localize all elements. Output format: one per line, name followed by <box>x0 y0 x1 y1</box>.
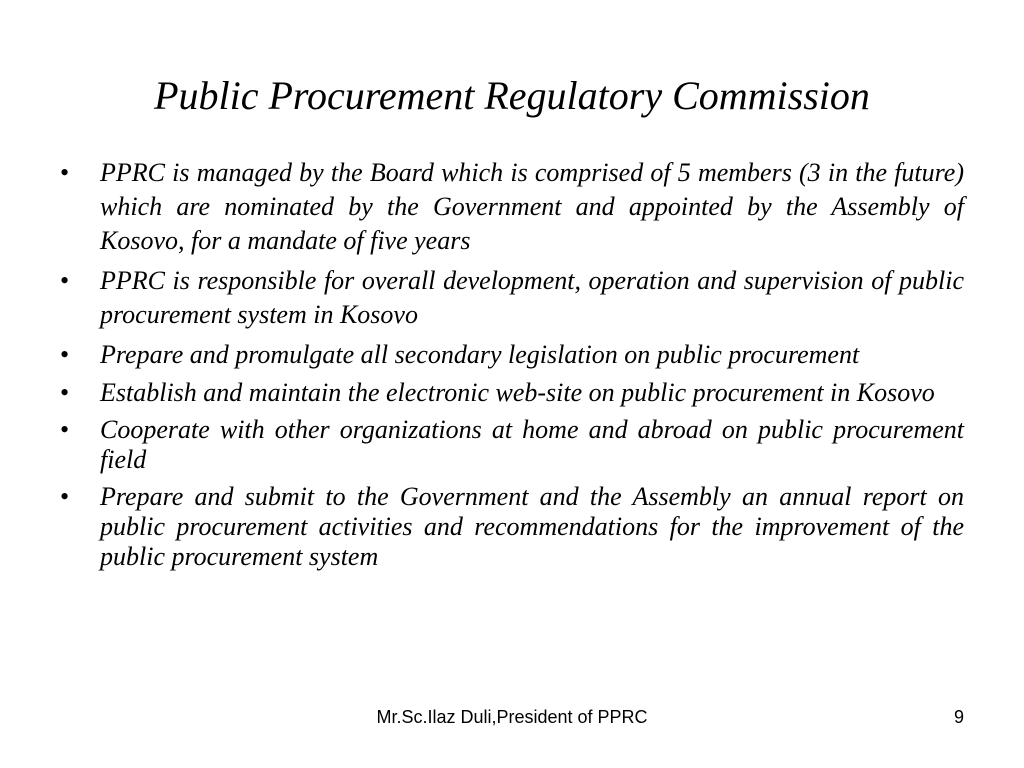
bullet-list <box>60 156 964 579</box>
slide-footer: Mr.Sc.Ilaz Duli,President of PPRC <box>376 707 648 727</box>
bullet-item <box>60 156 964 258</box>
slide-title: Public Procurement Regulatory Commission <box>154 73 870 118</box>
bullet-icon: • <box>60 266 70 295</box>
bullet-text: Prepare and submit to the Government and the Assembly an annual report on public procurement activities and recommendations for the improvement of the public procurement system <box>100 482 964 571</box>
bullet-text: PPRC is managed by the Board which is comprised of 5 members (3 in the future) which are nominated by the Government and appointed by the Assembly of Kosovo, for a mandate of five years <box>100 158 964 255</box>
bullet-item <box>60 378 964 408</box>
bullet-item <box>60 482 964 572</box>
page-number: 9 <box>953 707 964 727</box>
bullet-item <box>60 264 964 332</box>
bullet-icon: • <box>60 340 70 369</box>
bullet-text: PPRC is responsible for overall development, operation and supervision of public procurement system in Kosovo <box>100 266 964 329</box>
bullet-icon: • <box>60 378 70 407</box>
bullet-text: Establish and maintain the electronic web-site on public procurement in Kosovo <box>100 378 935 407</box>
bullet-item <box>60 415 964 475</box>
bullet-item <box>60 338 964 372</box>
bullet-icon: • <box>60 158 70 187</box>
bullet-icon: • <box>60 415 70 444</box>
bullet-text: Prepare and promulgate all secondary legislation on public procurement <box>100 340 860 369</box>
bullet-text: Cooperate with other organizations at home and abroad on public procurement field <box>100 415 964 474</box>
bullet-icon: • <box>60 482 70 511</box>
